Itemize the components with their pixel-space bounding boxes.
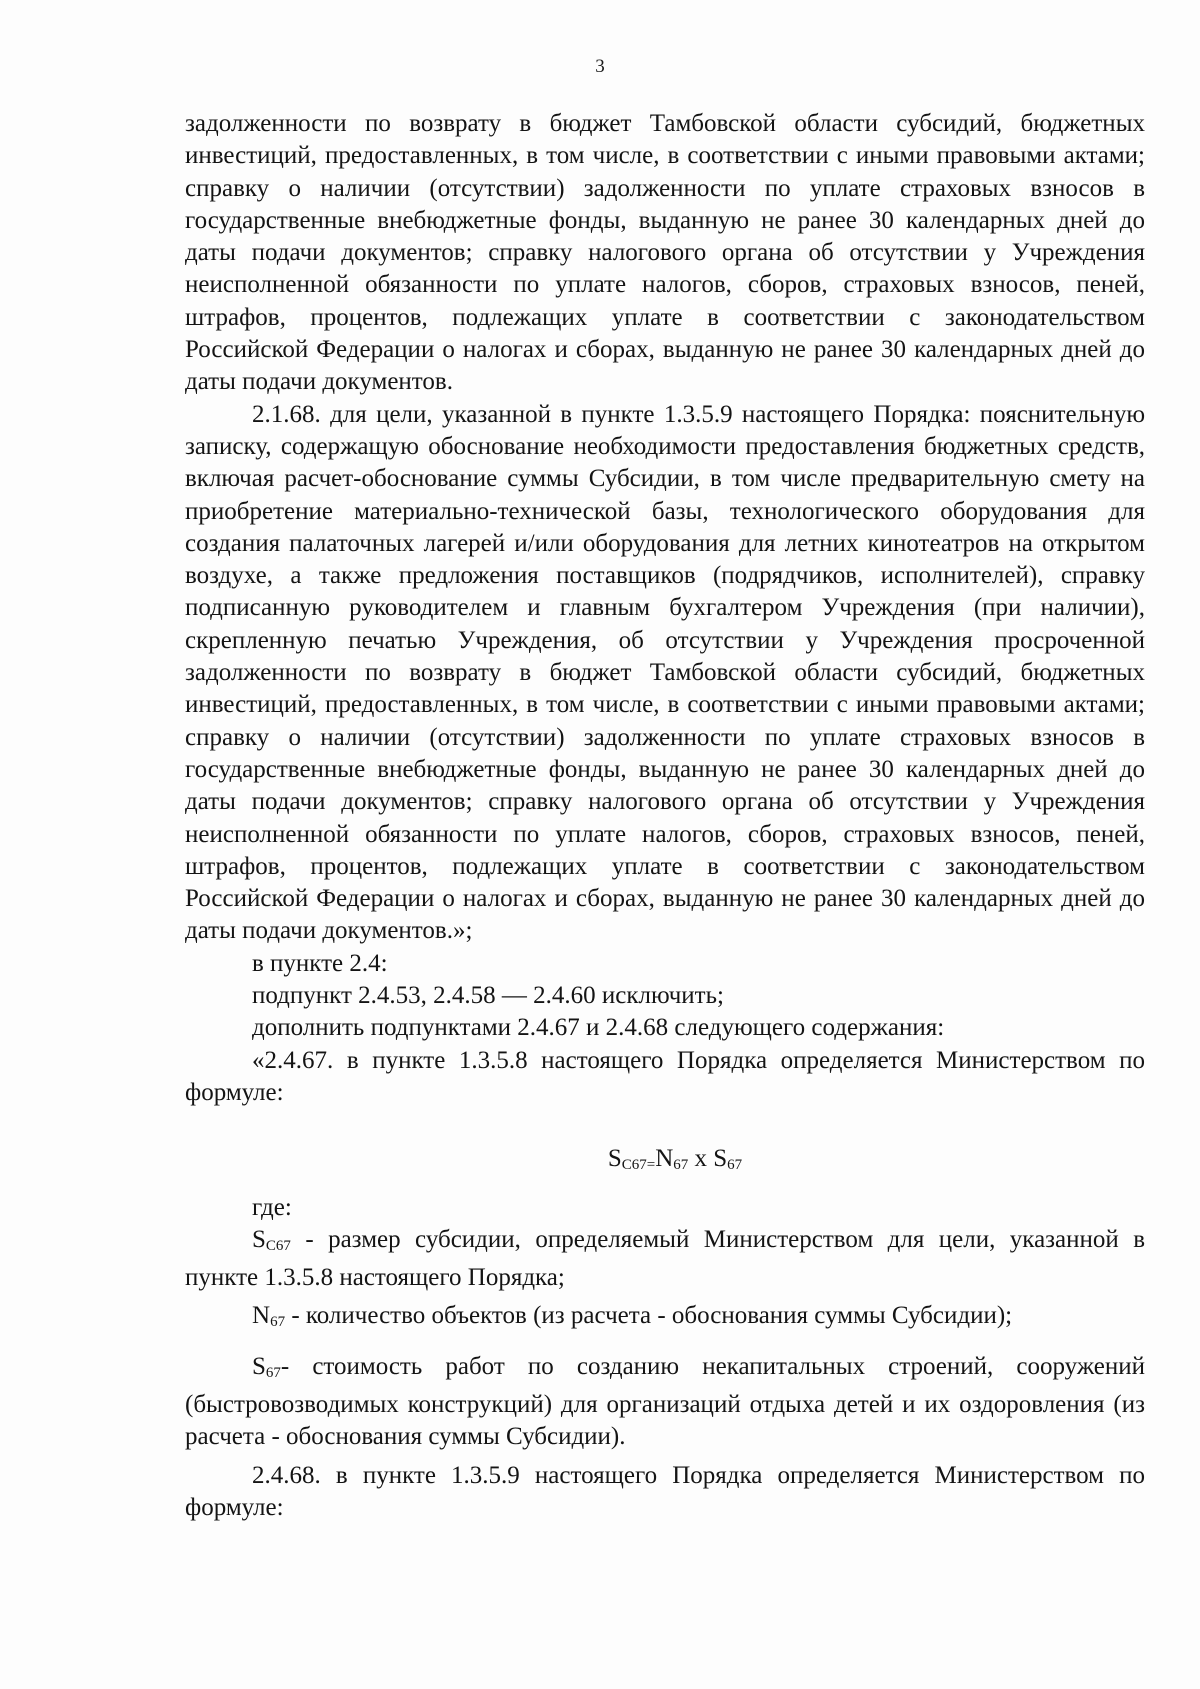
formula-sc67 [185,1143,1145,1181]
paragraph-2-4-68: 2.4.68. в пункте 1.3.5.9 настоящего Порядка определяется Министерством по формуле: [185,1461,1145,1521]
paragraph-exclude-subpoints: подпункт 2.4.53, 2.4.58 — 2.4.60 исключить; [252,982,724,1010]
definition-s67-text: - стоимость работ по созданию некапитальных строений, сооружений (быстровозводимых конструкций) для организаций отдыха детей и их оздоровления (из расчета - обоснования суммы Субсидии). [185,1352,1145,1451]
formula-n-subscript: 67 [673,1157,689,1174]
formula-times: x [688,1145,714,1173]
definition-sc67 [185,1224,1145,1295]
formula-n: N [655,1145,674,1173]
paragraph-add-subpoints: дополнить подпунктами 2.4.67 и 2.4.68 следующего содержания: [252,1014,945,1042]
paragraph-2-1-68: 2.1.68. для цели, указанной в пункте 1.3.5.9 настоящего Порядка: пояснительную записку, содержащую обоснование необходимости предоставления бюджетных средств, включая расчет-обоснование суммы Субсидии, в том числе предварительную смету на приобретение материально-технической базы, технологического оборудования для создания палаточных лагерей и/или оборудования для летних кинотеатров на открытом воздухе, а также предложения поставщиков (подрядчиков, исполнителей), справку подписанную руководителем и главным бухгалтером Учреждения (при наличии), скрепленную печатью Учреждения, об отсутствии у Учреждения просроченной задолженности по возврату в бюджет Тамбовской области субсидий, бюджетных инвестиций, предоставленных, в том числе, в соответствии с иными правовыми актами; справку о наличии (отсутствии) задолженности по уплате страховых взносов в государственные внебюджетные фонды, выданную не ранее 30 календарных дней до даты подачи документов; справку налогового органа об отсутствии у Учреждения неисполненной обязанности по уплате налогов, сборов, страховых взносов, пеней, штрафов, процентов, подлежащих уплате в соответствии с законодательством Российской Федерации о налогах и сборах, выданную не ранее 30 календарных дней до даты подачи документов.»; [185,400,1145,945]
formula-lhs: S [607,1145,622,1173]
definition-sc67-symbol: S [252,1225,266,1253]
formula-s: S [713,1145,728,1173]
paragraph-2-4-67: «2.4.67. в пункте 1.3.5.8 настоящего Порядка определяется Министерством по формуле: [185,1046,1145,1106]
formula-lhs-subscript: C67 [621,1157,647,1174]
document-body [185,108,1145,1524]
paragraph-where: где: [252,1193,292,1221]
definition-s67-subscript: 67 [265,1364,281,1381]
definition-n67-text: - количество объектов (из расчета - обоснования суммы Субсидии); [285,1302,1013,1330]
formula-equals: = [646,1157,656,1174]
definition-s67-symbol: S [252,1352,266,1380]
paragraph-point-2-4: в пункте 2.4: [252,949,388,977]
definition-n67-symbol: N [252,1302,271,1330]
definition-sc67-text: - размер субсидии, определяемый Министерством для цели, указанной в пункте 1.3.5.8 настоящего Порядка; [185,1225,1145,1292]
definition-s67 [185,1351,1145,1454]
formula-s-subscript: 67 [727,1157,743,1174]
paragraph-debt-certificates: задолженности по возврату в бюджет Тамбовской области субсидий, бюджетных инвестиций, предоставленных, в том числе, в соответствии с иными правовыми актами; справку о наличии (отсутствии) задолженности по уплате страховых взносов в государственные внебюджетные фонды, выданную не ранее 30 календарных дней до даты подачи документов; справку налогового органа об отсутствии у Учреждения неисполненной обязанности по уплате налогов, сборов, страховых взносов, пеней, штрафов, процентов, подлежащих уплате в соответствии с законодательством Российской Федерации о налогах и сборах, выданную не ранее 30 календарных дней до даты подачи документов. [185,110,1145,396]
definition-n67 [185,1300,1145,1338]
definition-n67-subscript: 67 [270,1314,286,1331]
page-number: 3 [595,56,605,77]
definition-sc67-subscript: C67 [265,1237,291,1254]
